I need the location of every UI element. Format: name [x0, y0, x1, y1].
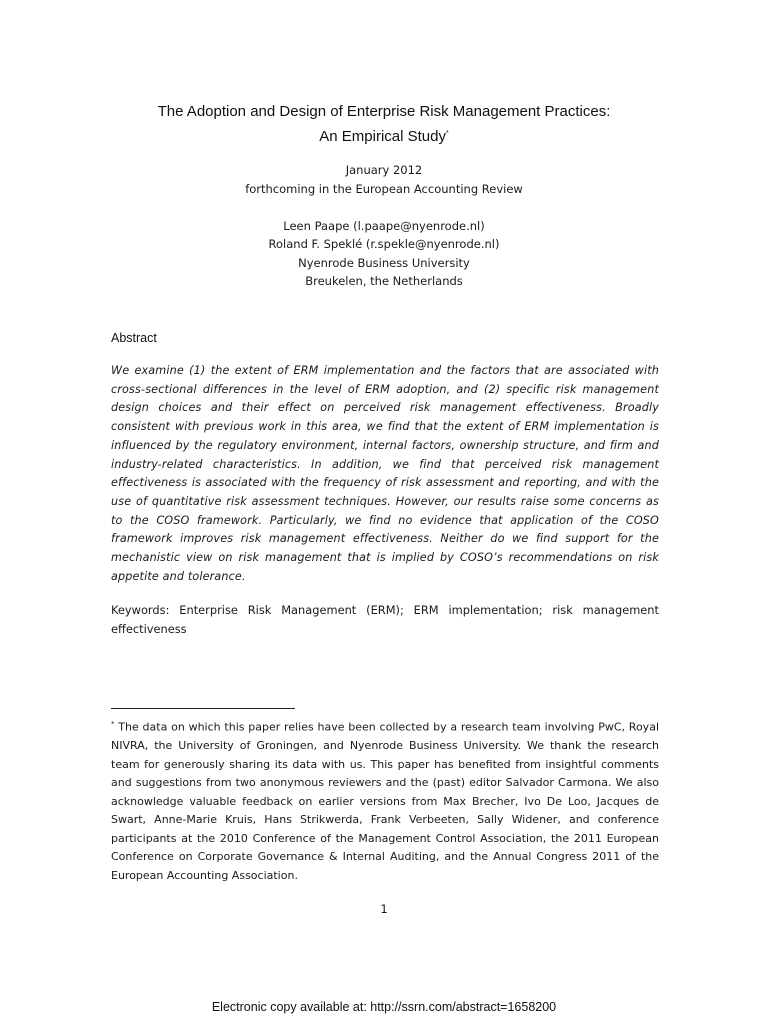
abstract-heading: Abstract: [111, 331, 157, 345]
affiliation: Nyenrode Business University: [298, 256, 470, 270]
title-line-2: [0, 123, 768, 148]
footnote: [111, 715, 659, 885]
ssrn-footer: Electronic copy available at: http://ssrn.com/abstract=1658200: [211, 1000, 557, 1014]
footnote-divider: [111, 708, 295, 709]
title-line-2-text: An Empirical Study: [319, 128, 446, 145]
title-line-1: The Adoption and Design of Enterprise Risk Management Practices:: [157, 103, 611, 120]
publication-status: forthcoming in the European Accounting Review: [245, 182, 523, 196]
paper-title: [0, 101, 768, 148]
title-footnote-marker: *: [445, 130, 449, 137]
location: Breukelen, the Netherlands: [305, 274, 463, 288]
keywords: Keywords: Enterprise Risk Management (ERM); ERM implementation; risk management effectiveness: [111, 603, 659, 636]
footnote-marker: *: [111, 720, 115, 728]
author-1: Leen Paape (l.paape@nyenrode.nl): [283, 219, 485, 233]
footnote-text: The data on which this paper relies have been collected by a research team involving PwC, Royal NIVRA, the University of Groningen, and Nyenrode Business University. We thank the research team for generously sharing its data with us. This paper has benefited from insightful comments and suggestions from two anonymous reviewers and the (past) editor Salvador Carmona. We also acknowledge valuable feedback on earlier versions from Max Brecher, Ivo De Loo, Jacques de Swart, Anne-Marie Kruis, Hans Strikwerda, Frank Verbeeten, Sally Widener, and conference participants at the 2010 Conference of the Management Control Association, the 2011 European Conference on Corporate Governance & Internal Auditing, and the Annual Congress 2011 of the European Accounting Association.: [111, 720, 659, 882]
abstract-text: We examine (1) the extent of ERM implementation and the factors that are associated with cross-sectional differences in the level of ERM adoption, and (2) specific risk management design choices and their effect on perceived risk management effectiveness. Broadly consistent with previous work in this area, we find that the extent of ERM implementation is influenced by the regulatory environment, internal factors, ownership structure, and firm and industry-related characteristics. In addition, we find that perceived risk management effectiveness is associated with the frequency of risk assessment and reporting, and with the use of quantitative risk assessment techniques. However, our results raise some concerns as to the COSO framework. Particularly, we find no evidence that application of the COSO framework improves risk management effectiveness. Neither do we find support for the mechanistic view on risk management that is implied by COSO’s recommendations on risk appetite and tolerance.: [111, 364, 659, 583]
date: January 2012: [345, 163, 423, 177]
author-2: Roland F. Speklé (r.spekle@nyenrode.nl): [268, 237, 500, 251]
page-number: 1: [380, 902, 388, 916]
